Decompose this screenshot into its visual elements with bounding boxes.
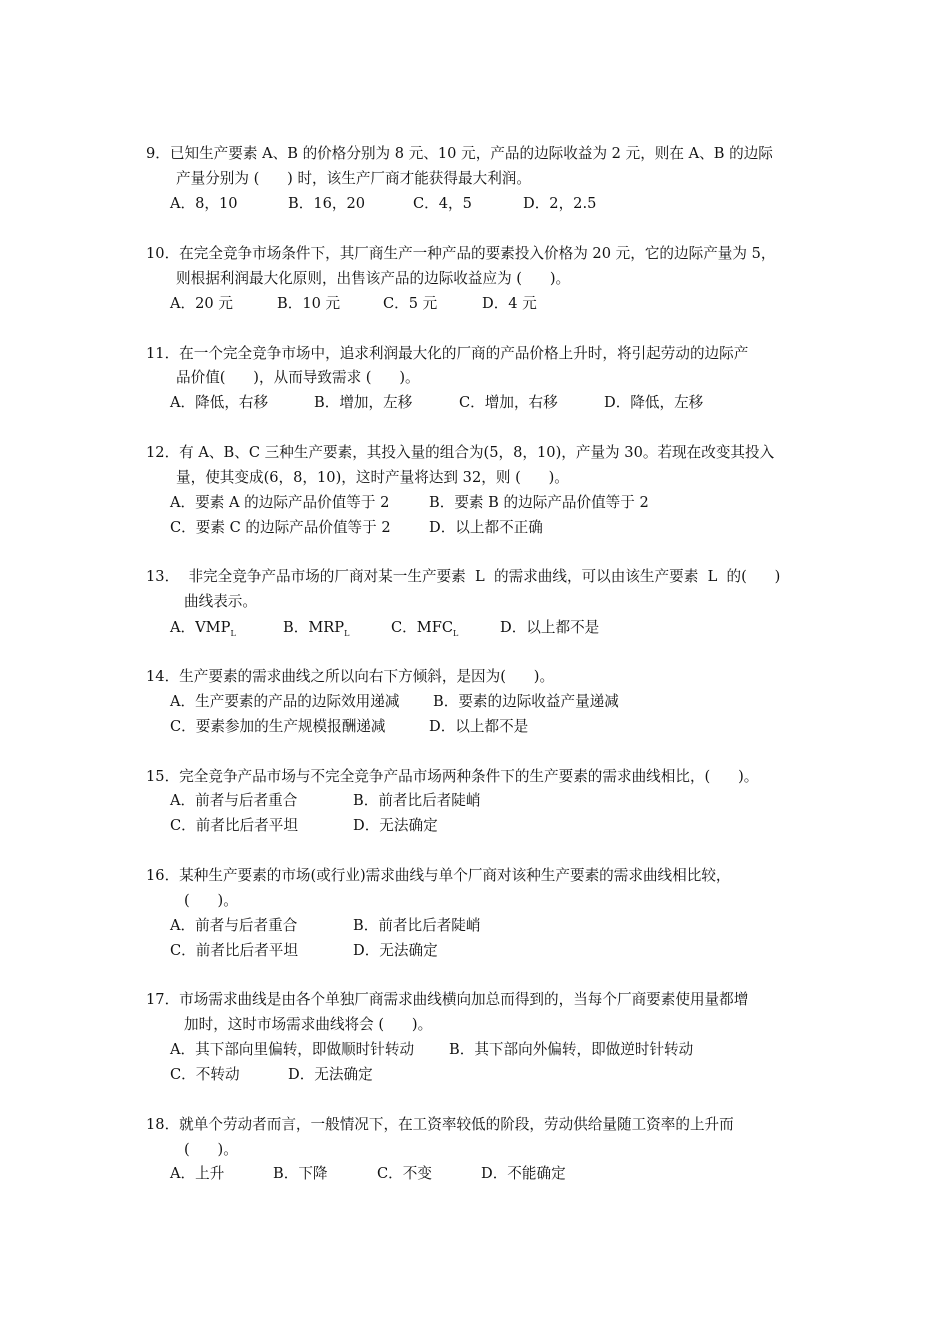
question-17-option-c: C．不转动 [170, 1066, 240, 1083]
question-12-option-d: D．以上都不正确 [429, 519, 543, 536]
question-16-stem-line-2: ( )。 [184, 892, 238, 909]
question-13-option-b [283, 618, 349, 644]
question-13-option-b-subscript: L [344, 629, 350, 638]
question-16-option-a: A．前者与后者重合 [170, 917, 298, 934]
question-14-stem-line-1: 14．生产要素的需求曲线之所以向右下方倾斜，是因为( )。 [146, 668, 555, 685]
question-11-option-d: D．降低，左移 [604, 394, 704, 411]
question-10-option-b: B．10 元 [277, 295, 341, 312]
question-18-stem-line-2: ( )。 [184, 1141, 238, 1158]
question-16-option-b: B．前者比后者陡峭 [353, 917, 481, 934]
question-13-option-d-text: D．以上都不是 [500, 619, 600, 636]
question-10-option-d: D．4 元 [482, 295, 537, 312]
question-16-option-c: C．前者比后者平坦 [170, 942, 298, 959]
question-18-option-c: C．不变 [377, 1165, 432, 1182]
question-13-option-a-text: A．VMP [170, 619, 231, 636]
question-9-option-a: A．8，10 [170, 195, 238, 212]
question-15-option-d: D．无法确定 [353, 817, 438, 834]
question-11-stem-line-1: 11．在一个完全竞争市场中，追求利润最大化的厂商的产品价格上升时，将引起劳动的边际产 [146, 345, 749, 362]
question-18-stem-line-1: 18．就单个劳动者而言，一般情况下，在工资率较低的阶段，劳动供给量随工资率的上升而 [146, 1116, 734, 1133]
question-17-option-b: B．其下部向外偏转，即做逆时针转动 [449, 1041, 694, 1058]
question-17-stem-line-2: 加时，这时市场需求曲线将会 ( )。 [184, 1016, 433, 1033]
question-12-option-c: C．要素 C 的边际产品价值等于 2 [170, 519, 391, 536]
question-12-stem-line-1: 12．有 A、B、C 三种生产要素，其投入量的组合为(5，8，10)，产量为 30。若现在改变其投入 [146, 444, 775, 461]
question-13-option-c-text: C．MFC [391, 619, 453, 636]
question-12-option-a: A．要素 A 的边际产品价值等于 2 [170, 494, 390, 511]
question-9-stem-line-2: 产量分别为 ( ) 时，该生产厂商才能获得最大利润。 [176, 170, 531, 187]
question-18-option-b: B．下降 [273, 1165, 328, 1182]
question-13-option-c-subscript: L [453, 629, 459, 638]
question-13-option-d [500, 618, 599, 638]
question-9-option-c: C．4，5 [413, 195, 472, 212]
question-14-option-a: A．生产要素的产品的边际效用递减 [170, 693, 400, 710]
question-17-stem-line-1: 17．市场需求曲线是由各个单独厂商需求曲线横向加总而得到的，当每个厂商要素使用量都增 [146, 991, 749, 1008]
question-10-option-a: A．20 元 [170, 295, 233, 312]
question-15-option-b: B．前者比后者陡峭 [353, 792, 481, 809]
question-14-option-b: B．要素的边际收益产量递减 [433, 693, 619, 710]
question-18-option-d: D．不能确定 [481, 1165, 566, 1182]
question-15-option-a: A．前者与后者重合 [170, 792, 298, 809]
question-17-option-a: A．其下部向里偏转，即做顺时针转动 [170, 1041, 415, 1058]
question-9-option-d: D．2，2.5 [523, 195, 597, 212]
question-11-stem-line-2: 品价值( )，从而导致需求 ( )。 [176, 369, 420, 386]
question-17-option-d: D．无法确定 [288, 1066, 373, 1083]
question-13-option-a [170, 618, 236, 644]
question-9-option-b: B．16，20 [288, 195, 366, 212]
question-13-option-c [391, 618, 458, 644]
question-14-option-c: C．要素参加的生产规模报酬递减 [170, 718, 386, 735]
question-12-option-b: B．要素 B 的边际产品价值等于 2 [429, 494, 649, 511]
question-15-stem-line-1: 15．完全竞争产品市场与不完全竞争产品市场两种条件下的生产要素的需求曲线相比，( )。 [146, 768, 759, 785]
question-16-stem-line-1: 16．某种生产要素的市场(或行业)需求曲线与单个厂商对该种生产要素的需求曲线相比较， [146, 867, 731, 884]
question-9-stem-line-1: 9．已知生产要素 A、B 的价格分别为 8 元、10 元，产品的边际收益为 2 元，则在 A、B 的边际 [146, 145, 773, 162]
question-13-stem-line-1: 13． 非完全竞争产品市场的厂商对某一生产要素 L 的需求曲线，可以由该生产要素 L 的( ) [146, 568, 781, 585]
question-11-option-c: C．增加，右移 [459, 394, 558, 411]
question-13-stem-line-2: 曲线表示。 [184, 593, 257, 610]
question-14-option-d: D．以上都不是 [429, 718, 529, 735]
question-16-option-d: D．无法确定 [353, 942, 438, 959]
question-15-option-c: C．前者比后者平坦 [170, 817, 298, 834]
question-13-option-a-subscript: L [230, 629, 236, 638]
question-11-option-b: B．增加，左移 [314, 394, 413, 411]
question-12-stem-line-2: 量，使其变成(6，8，10)，这时产量将达到 32，则 ( )。 [176, 469, 569, 486]
question-10-option-c: C．5 元 [383, 295, 438, 312]
question-10-stem-line-2: 则根据利润最大化原则，出售该产品的边际收益应为 ( )。 [176, 270, 571, 287]
question-18-option-a: A．上升 [170, 1165, 225, 1182]
question-11-option-a: A．降低，右移 [170, 394, 269, 411]
question-13-option-b-text: B．MRP [283, 619, 345, 636]
question-10-stem-line-1: 10．在完全竞争市场条件下，其厂商生产一种产品的要素投入价格为 20 元，它的边际产量为 5， [146, 245, 776, 262]
